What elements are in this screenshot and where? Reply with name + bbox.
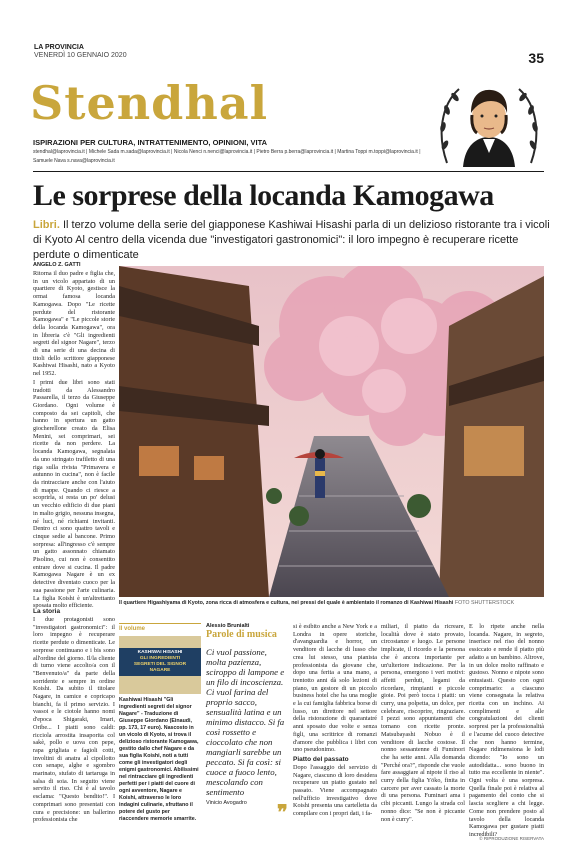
book-info-box — [119, 623, 201, 823]
subheading: La storia — [33, 608, 61, 615]
paragraph: si è esibito anche a New York e a Londra in opere storiche, d'avanguardia e horror, un venditore di lacche di lusso che crea lui stesso, una pianista professionista da giovane che, dopo una ferita a una mano, a trentotto anni dà solo lezioni di piano, un gestore di un piccolo business hotel che ha una moglie e la cui famiglia fabbrica borse di lusso, un direttore nel settore della ristorazione di quarantatré anni sposato due volte e senza figli, una scrittrice di romanzi d'amore che pubblica i libri con uno pseudonimo. — [293, 623, 377, 754]
paper-name: LA PROVINCIA — [34, 44, 84, 51]
caption-text: Il quartiere Higashiyama di Kyoto, zona ricca di atmosfera e cultura, nei pressi del quale è ambientato il romanzo di Kashiwai Hisashi — [119, 600, 454, 606]
subheading: Piatto del passato — [293, 755, 349, 763]
header-rule — [33, 171, 544, 172]
box-label: Il volume — [119, 623, 201, 632]
article-column-4 — [293, 623, 377, 818]
article-column-5: miliari, il piatto da ricreare, località dove è stato provato, circostanze e luogo. Le persone implicate, il ricordo e la persona che è ancora importante per un'ulteriore indicazione. Per la persona, emergono i veri motivi: affetti perduti, legami da ricordare, rimpianti e piccole gioie. Poi però tocca i piatti: un curry, una polpetta, un dolce, per celebrare, riscoprire, ringraziare. I pezzi sono appuntamenti che tornano con ricette pronte. Matsubayashi Nobuo è il venditore di lacche costose. Il nonno sessantenne di Fuminori che ha sette anni. Alla domanda "Perché ora?", risponde che vuole fare assaggiare al nipote il riso al curry della figlia Yōko, finita in carcere per aver cassato la morte di una persona. Fuminari ama i cibi piccanti. Lungo la strada col nonno dice: "Se non è piccante non è curry". — [381, 623, 465, 823]
photo-credit: FOTO SHUTTERSTOCK — [454, 600, 515, 606]
article-deck — [33, 218, 553, 263]
issue-date: VENERDÌ 10 GENNAIO 2020 — [34, 52, 127, 59]
paragraph: Ritorna il duo padre e figlia che, in un vicolo appartato di un quartiere di Kyoto, gestisce la ormai famosa locanda Kamogawa. Dopo "Le ricette perdute del ristorante Kamogawa" e "Le piccole storie della locanda Kamogawa", ora in libreria c'è "Gli ingredienti segreti del signor Nagare", terzo di una serie di una decina di titoli dello scrittore giapponese Kashiwai Hisashi, nato a Kyoto nel 1952. — [33, 270, 115, 378]
paragraph: I due protagonisti sono "investigatori gastronomici": il loro impegno è recuperare ricette perdute o dimenticate. Le sorprese continuano e i bis sono all'ordine del giorno. Il/la cliente di turno viene accolto/a con il "Benvenuto/a" da parte della sorridente e sempre in ordine Koishi. Da subito il titolare Nagare, in camice e copricapo bianchi, fa il primo servizio. I vassoi e le ciotole hanno nomi d'epoca Shigaraki, Imari, Oribe... I piatti sono caldi: ricciola arrostita insaporita col sakè, pollo e uova con pepe, rapa grigliata e fagioli cotti, involtini di anatra al cipollotto con senape, alghe e sgombro marinato, stufato di tartaruga in salsa di soia. In seguito viene servito il riso. Chi è al tavolo esclama: "Questo bendito!". I comprimari sono presentati con cura e precisione: un ballerino professionista che — [33, 616, 115, 824]
quote-mark-icon: ❞ — [277, 802, 288, 824]
copyright-note: © RIPRODUZIONE RISERVATA — [479, 836, 544, 841]
deck-text: Il terzo volume della serie del giapponese Kashiwai Hisashi parla di un delizioso ristorante tra i vicoli di Kyoto Al centro della vicenda due "investigatori gastronomici": il loro impegno è recuperare ricette perdute o dimenticate — [33, 219, 550, 261]
masthead — [34, 44, 127, 60]
section-contacts: stendhal@laprovincia.it | Michele Sada m.sada@laprovincia.it | Nicola Nenci n.nenci@laprovincia.it | Pietro Berra p.berra@laprovincia.it | Martina Toppi m.toppi@laprovincia.it | Samuele Nava s.nava@laprovincia.it — [33, 149, 421, 164]
music-box — [206, 623, 288, 806]
article-column-6: E lo ripete anche nella locanda. Nagare, in segreto, inserisce nel riso del nonno essiccato e rende il piatto più adatto a un bambino. Altrove, in un dolce molto raffinato e gustoso. Nonno e nipote sono entusiasti. Questo con ogni comprimario: a ciascuno viene consegnata la relativa ricetta con un inchino. Ai complimenti e alle congratulazioni dei clienti sorpresi per la professionalità e l'acume del cuoco detective che non hanno termine, Nagare ridimensiona le lodi dicendo: "Io sono un autodidatta... sono buono in tutto ma eccellente in niente". Ogni volta è una sorpresa. Quella finale poi è relativa al pagamento del conto che si lascia scegliere a chi legge. Come non prendere posto al tavolo della locanda Kamogawa per gustare piatti incredibili? — [469, 623, 544, 838]
cover-title-1: GLI INGREDIENTI — [139, 656, 181, 661]
poem-author: Vinicio Avogadro — [206, 800, 247, 806]
photo-caption — [119, 600, 544, 606]
article-column-storia — [33, 608, 115, 824]
paragraph: I primi due libri sono stati tradotti da Alessandro Passarella, il terzo da Giuseppe Giordano. Ogni volume è composto da sei capitoli, che hanno in spertura un gatto giocherellone creato da Elisa Menini, sei comprimari, sei ricette da non perdere. La locanda Kamogawa, segnalata da uno stringato trafiletto di una riga sulla rivista "Primavera e autunno in cucina", non è facile da rintracciare anche con l'aiuto di mappe. Quando ci riesce a scoprirla, si resta un po' delusi un vecchio edificio di due piani in malto grigio, nessuna insegna, né luci, né richiami invitanti. Dentro ci sono quattro tavoli e cinque sedie al bancone. Primo sorpresa: all'ingresso c'è sempre un gatto assonnato chiamato Pisolino, cui non è consentito entrare dove si cucina. Il padre Kamogawa Nagare è un ex detective diventato cuoco per la sua passione per l'arte culinaria. La figlia Koishi è un'altrettanto sposata molto efficiente. — [33, 378, 115, 610]
box-kicker: Alessio Brunialti — [206, 623, 250, 629]
kyoto-street-photo — [119, 266, 544, 597]
section-title: Stendhal — [30, 76, 269, 130]
cover-title-2: SEGRETI DEL SIGNOR — [133, 662, 187, 667]
deck-label: Libri. — [33, 219, 60, 231]
section-tagline: ISPIRAZIONI PER CULTURA, INTRATTENIMENTO, OPINIONI, VITA — [33, 138, 268, 147]
cover-author: KASHIWAI HISASHI — [137, 650, 183, 655]
paragraph: Dopo l'assaggio del servizio di Nagare, ciascuno di loro desidera recuperare un piatto gustato nel passato. Viene accompagnato nell'ufficio investigativo dove Koishi presenta una cartelletta da compilare con i propri dati, i fa- — [293, 763, 377, 818]
byline: ANGELO Z. GATTI — [33, 262, 81, 268]
box-text: Kashiwai Hisashi "Gli ingredienti segreti del signor Nagare" - Traduzione di Giuseppe Giordano (Einaudi, pp. 173, 17 euro). Nascosto in un vicolo di Kyoto, si trova il delizioso ristorante Kamogawa, gestito dallo chef Nagare e da sua figlia Koishi, noti a tutti come gli investigatori degli enigmi gastronomici. Abilissimi nel rintracciare gli ingredienti perfetti per i piatti del cuore di ogni avventore, Nagare e Koishi, attraverso le loro indagini culinarie, sfruttano il potere del gusto per riaccendere memorie smarrite. — [119, 697, 199, 822]
poem-text: Ci vuol passione, molta pazienza, sciroppo di lampone e un filo di incoscienza. Ci vuol farina del proprio sacco, sensualità latina e un minimo distacco. Si fa così rossetto e cioccolato che non mangiarli sarebbe un peccato. Si fa così: si cuoce a fuoco lento, mescolando con sentimento — [206, 647, 285, 797]
cover-band — [119, 648, 201, 676]
article-headline: Le sorprese della locanda Kamogawa — [33, 179, 494, 212]
book-cover — [119, 636, 201, 694]
cover-title-3: NAGARE — [149, 668, 171, 673]
stendhal-portrait-illustration — [433, 75, 545, 167]
page-number: 35 — [528, 50, 544, 66]
box-title: Parole di musica — [206, 629, 277, 640]
article-column-1 — [33, 270, 115, 611]
